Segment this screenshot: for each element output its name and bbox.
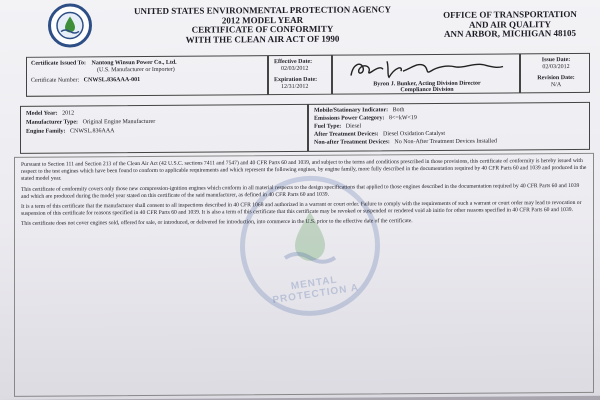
expiration-date-value: 12/31/2012 [281, 83, 309, 91]
fuel-type-value: Diesel [345, 123, 362, 130]
mobile-label: Mobile/Stationary Indicator: [314, 107, 389, 114]
agency-name: UNITED STATES ENVIRONMENTAL PROTECTION AGENCY [133, 4, 392, 17]
epa-seal-icon [48, 3, 92, 47]
expiration-date-label: Expiration Date: [274, 76, 318, 84]
dates-box [268, 55, 332, 95]
watermark-text: MENTAL PROTECTION A [271, 274, 360, 307]
power-category-value: 8<=kW<19 [389, 115, 417, 122]
non-after-treatment-value: No Non-After Treatment Devices Installed [394, 138, 498, 146]
signer-name: Byron J. Bunker, Acting Division Director [373, 80, 481, 88]
engine-family-value: CNWSL.836AAA [70, 128, 115, 135]
engine-family-label: Engine Family: [26, 128, 66, 135]
revision-date-value: N/A [550, 82, 562, 89]
body-paragraph-2: This certificate of conformity covers only those new compression-ignition engines which conform in all material respects to the design specifications that applied to those engines described in the documentation required by 40 CFR Parts 60 and 1039 and which are produced during the model year stated on this certificate of the said manufacturer, as defined in 40 CFR Parts 60 and 1039. [21, 182, 580, 200]
fuel-type-label: Fuel Type: [314, 123, 342, 130]
manufacturer-type-label: Manufacturer Type: [26, 119, 79, 126]
cert-number-label: Certificate Number: [31, 77, 80, 84]
emissions-info-box [308, 102, 590, 152]
manufacturer-type-value: Original Engine Manufacturer [82, 118, 156, 126]
effective-date-label: Effective Date: [274, 58, 313, 66]
issue-date-label: Issue Date: [541, 57, 571, 64]
office-address: ANN ARBOR, MICHIGAN 48105 [443, 27, 576, 39]
signature-icon [343, 56, 508, 81]
issue-date-value: 02/03/2012 [542, 64, 570, 71]
certificate-body [14, 153, 594, 397]
office-name: OFFICE OF TRANSPORTATION [443, 8, 577, 20]
office-header [425, 10, 595, 40]
power-category-label: Emissions Power Category: [314, 115, 385, 122]
issue-dates-box [520, 53, 590, 93]
model-year-value: 2012 [62, 110, 75, 117]
act-title: WITH THE CLEAN AIR ACT OF 1990 [185, 33, 340, 45]
office-name-2: AND AIR QUALITY [468, 18, 551, 30]
after-treatment-value: Diesel Oxidation Catalyst [383, 130, 446, 138]
issued-to-sub: (U.S. Manufacturer or Importer) [97, 66, 175, 74]
body-paragraph-1: Pursuant to Section 111 and Section 213 of the Clean Air Act (42 U.S.C. sections 7411 and 7547) and 40 CFR Parts 60 and 1039, and subject to the terms and conditions prescribed in those provisions, this certificate of conformity is hereby issued with respect to the test engines which have been found to conform to applicable requirements and which represent the following engines, by engine family, more fully described in the documentation required by 40 CFR Parts 60 and 1039 and produced in the stated model year. [21, 157, 587, 183]
issued-to-box [26, 55, 268, 97]
revision-date-label: Revision Date: [537, 74, 575, 82]
mobile-value: Both [392, 107, 405, 114]
model-year-label: Model Year: [26, 110, 58, 117]
certificate-title: CERTIFICATE OF CONFORMITY [191, 23, 334, 35]
signature-box [332, 53, 520, 94]
issued-to-label: Certificate Issued To: [31, 60, 86, 67]
cert-number-value: CNWSL.836AAA-001 [83, 77, 141, 84]
body-paragraph-3: It is a term of this certificate that the manufacturer shall consent to all inspections described in 40 CFR 1068 and authorized in a warrant or court order. Failure to comply with the requirements of such a warrant or court order may lead to revocation or suspension of this certificate for reasons specified in 40 CFR Parts 60 and 1039. It is also a term of this certificate that this certificate may be revoked or suspended or rendered void ab initio for other reasons specified in 40 CFR Parts 60 and 1039. [21, 199, 582, 218]
issued-to-value: Nantong Winsun Power Co., Ltd. [91, 59, 177, 67]
engine-info-box [20, 104, 308, 154]
effective-date-value: 02/03/2012 [281, 65, 309, 73]
agency-header [120, 5, 405, 45]
non-after-treatment-label: Non-after Treatment Devices: [314, 139, 390, 146]
body-paragraph-4: This certificate does not cover engines sold, offered for sale, or introduced, or delivered for introduction, into commerce in the U.S. prior to the effective date of the certificate. [21, 218, 413, 228]
after-treatment-label: After Treatment Devices: [314, 131, 379, 138]
signer-title: Compliance Division [400, 86, 454, 94]
model-year-title: 2012 MODEL YEAR [221, 14, 304, 25]
